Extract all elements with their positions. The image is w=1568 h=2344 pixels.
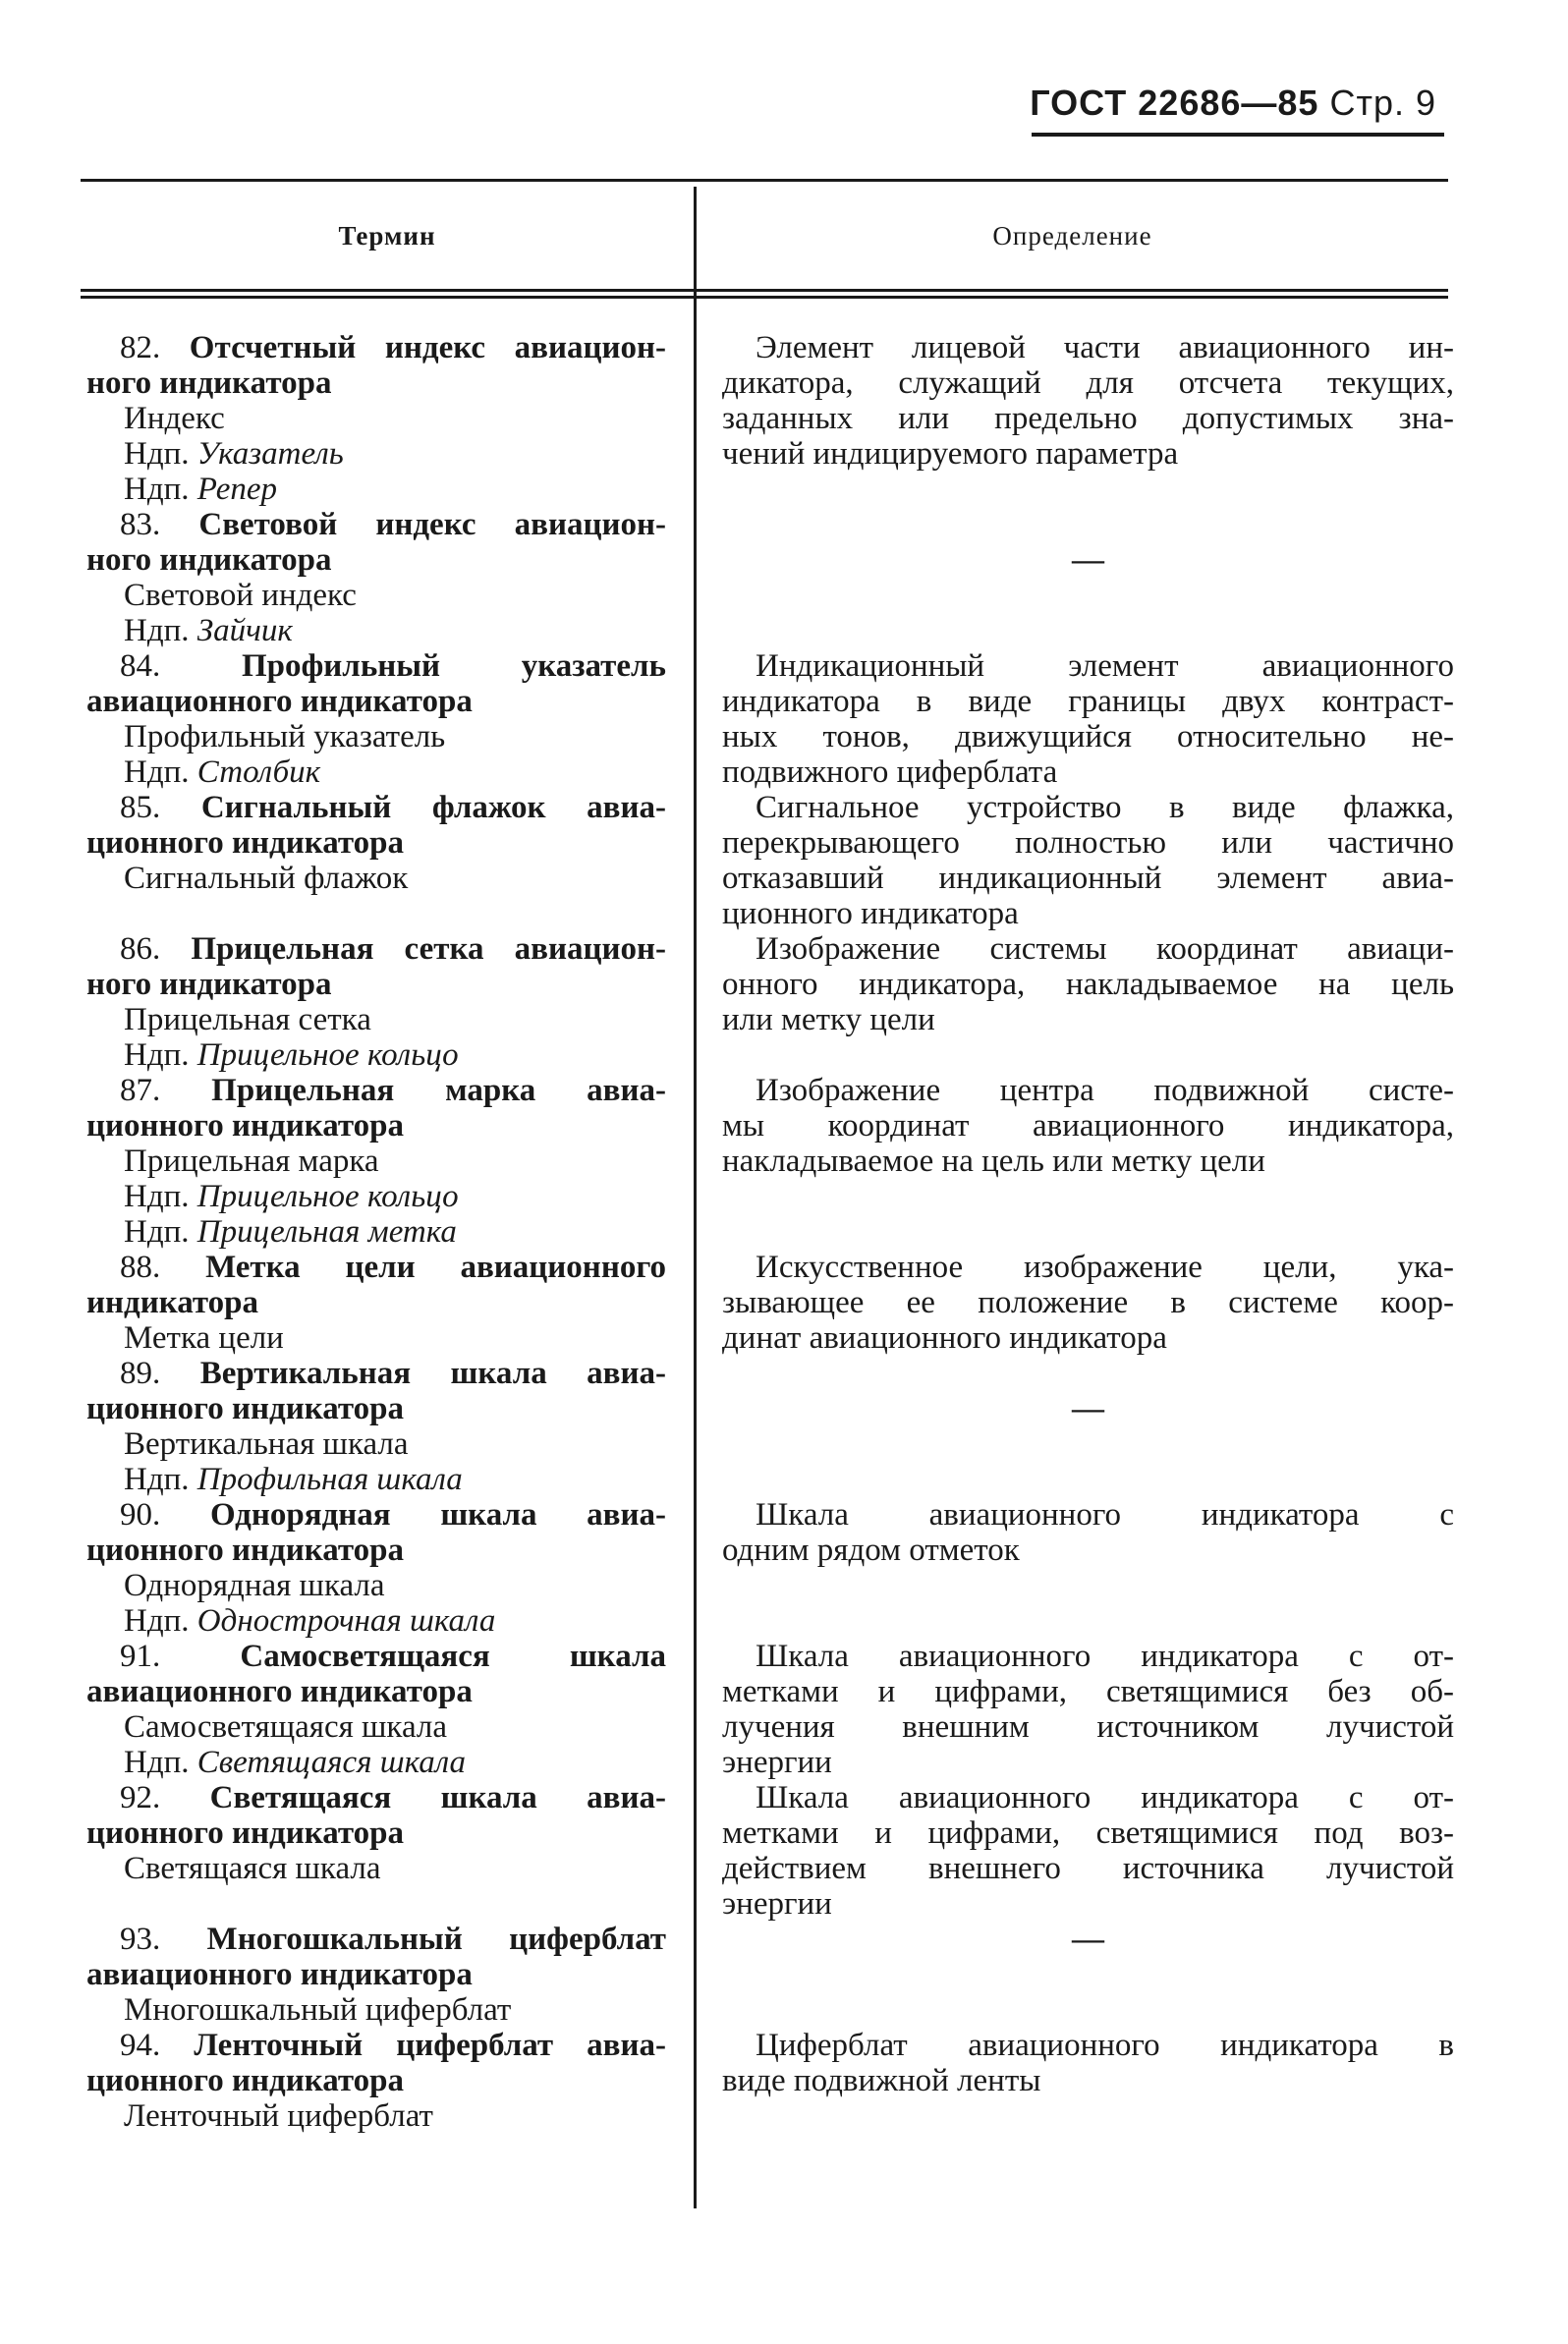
- blank-row: [722, 1037, 1454, 1073]
- term-title: Однорядная шкала авиа-: [209, 1497, 667, 1533]
- term-title: Прицельная марка авиа-: [211, 1073, 666, 1108]
- term-title-line: [86, 931, 666, 967]
- term-title-line: [86, 2028, 666, 2063]
- term-title-continued: авиационного индикатора: [86, 684, 473, 719]
- blank-row: [86, 896, 666, 931]
- definition-line: действием внешнего источника лучистой: [722, 1851, 1454, 1886]
- term-title-continued: ционного индикатора: [86, 1533, 404, 1568]
- term-entry: [86, 790, 666, 931]
- term-number: 86.: [120, 931, 161, 967]
- not-allowed-term: Прицельная метка: [196, 1214, 457, 1250]
- term-number: 94.: [120, 2028, 161, 2063]
- definition-line: Искусственное изображение цели, ука-: [756, 1250, 1454, 1285]
- term-short-form: Индекс: [124, 401, 225, 436]
- term-title: Прицельная сетка авиацион-: [191, 931, 666, 967]
- term-number: 92.: [120, 1780, 161, 1815]
- definition-entry: [722, 648, 1454, 790]
- not-allowed-prefix: Ндп.: [124, 1179, 190, 1214]
- not-allowed-prefix: Ндп.: [124, 613, 190, 648]
- definition-entry: [722, 1250, 1454, 1356]
- definition-entry: [722, 1922, 1454, 2028]
- term-short-form: Светящаяся шкала: [124, 1851, 381, 1886]
- term-title-continued: ного индикатора: [86, 967, 332, 1002]
- term-entry: [86, 1356, 666, 1497]
- definition-entry: [722, 790, 1454, 931]
- definition-line: дикатора, служащий для отсчета текущих,: [722, 365, 1454, 401]
- not-allowed-term: Репер: [196, 472, 278, 507]
- term-column-header: Термин: [338, 221, 436, 251]
- table-header-rule: [81, 289, 1448, 292]
- term-title-line: [86, 1073, 666, 1108]
- term-title-line: [86, 1780, 666, 1815]
- term-title-line: [86, 1356, 666, 1391]
- blank-row: [722, 1179, 1454, 1214]
- header-rule: [1032, 133, 1444, 137]
- term-not-allowed: [86, 1462, 666, 1497]
- term-entry: [86, 1639, 666, 1780]
- term-title-line: [86, 330, 666, 365]
- term-entry: [86, 1780, 666, 1922]
- definition-line: онного индикатора, накладываемое на цель: [722, 967, 1454, 1002]
- definition-line: Изображение системы координат авиаци-: [756, 931, 1454, 967]
- term-title: Самосветящаяся шкала: [240, 1639, 667, 1674]
- term-title: Отсчетный индекс авиацион-: [189, 330, 666, 365]
- not-allowed-prefix: Ндп.: [124, 1214, 190, 1250]
- term-number: 85.: [120, 790, 161, 825]
- definition-line: Сигнальное устройство в виде флажка,: [756, 790, 1454, 825]
- term-short-form: Прицельная марка: [124, 1144, 379, 1179]
- definition-line: метками и цифрами, светящимися под воз-: [722, 1815, 1454, 1851]
- not-allowed-term: Столбик: [196, 754, 321, 790]
- definition-entry: [722, 507, 1454, 648]
- blank-row: [722, 472, 1454, 507]
- blank-row: [722, 613, 1454, 648]
- term-entry: [86, 330, 666, 507]
- not-allowed-prefix: Ндп.: [124, 1603, 190, 1639]
- not-allowed-term: Профильная шкала: [196, 1462, 463, 1497]
- term-short-form: Самосветящаяся шкала: [124, 1709, 448, 1745]
- column-divider: [694, 187, 697, 2208]
- blank-row: [86, 1886, 666, 1922]
- definition-line: лучения внешним источником лучистой: [722, 1709, 1454, 1745]
- term-title-line: [86, 1639, 666, 1674]
- term-short-form: Ленточный циферблат: [124, 2098, 433, 2134]
- terms-column: [86, 330, 666, 2134]
- term-not-allowed: [86, 1745, 666, 1780]
- blank-row: [722, 1214, 1454, 1250]
- not-allowed-term: Светящаяся шкала: [196, 1745, 467, 1780]
- blank-row: [722, 507, 1454, 542]
- definition-line: динат авиационного индикатора: [722, 1320, 1167, 1356]
- term-short-form: Прицельная сетка: [124, 1002, 371, 1037]
- definition-entry: [722, 330, 1454, 507]
- term-title-continued: ного индикатора: [86, 365, 332, 401]
- term-title-line: [86, 507, 666, 542]
- term-not-allowed: [86, 613, 666, 648]
- term-short-form: Световой индекс: [124, 578, 357, 613]
- term-entry: [86, 1497, 666, 1639]
- definition-line: одним рядом отметок: [722, 1533, 1020, 1568]
- term-title-continued: ционного индикатора: [86, 825, 404, 861]
- not-allowed-term: Однострочная шкала: [196, 1603, 496, 1639]
- term-entry: [86, 1073, 666, 1250]
- term-title-line: [86, 648, 666, 684]
- definition-line: заданных или предельно допустимых зна-: [722, 401, 1454, 436]
- definition-line: метками и цифрами, светящимися без об-: [722, 1674, 1454, 1709]
- term-title-line: [86, 790, 666, 825]
- definition-line: ционного индикатора: [722, 896, 1019, 931]
- term-not-allowed: [86, 1214, 666, 1250]
- term-title-line: [86, 1250, 666, 1285]
- term-title-line: [86, 1497, 666, 1533]
- definition-entry: [722, 1356, 1454, 1497]
- definition-line: Циферблат авиационного индикатора в: [756, 2028, 1454, 2063]
- blank-row: [722, 578, 1454, 613]
- term-title-continued: авиационного индикатора: [86, 1957, 473, 1992]
- term-short-form: Однорядная шкала: [124, 1568, 385, 1603]
- page-header: [1030, 83, 1436, 124]
- not-allowed-prefix: Ндп.: [124, 436, 190, 472]
- term-short-form: Многошкальный циферблат: [124, 1992, 512, 2028]
- definition-dash: —: [1072, 1391, 1104, 1426]
- definition-line: или метку цели: [722, 1002, 935, 1037]
- not-allowed-term: Прицельное кольцо: [196, 1037, 459, 1073]
- blank-row: [722, 1992, 1454, 2028]
- not-allowed-term: Указатель: [196, 436, 344, 472]
- term-title-continued: авиационного индикатора: [86, 1674, 473, 1709]
- definition-line: Изображение центра подвижной систе-: [756, 1073, 1454, 1108]
- definition-line: энергии: [722, 1886, 832, 1922]
- standard-number: ГОСТ 22686—85: [1030, 83, 1319, 123]
- term-number: 88.: [120, 1250, 161, 1285]
- term-title: Профильный указатель: [241, 648, 666, 684]
- definition-line: Шкала авиационного индикатора с: [756, 1497, 1454, 1533]
- term-title-line: [86, 1922, 666, 1957]
- term-title: Световой индекс авиацион-: [198, 507, 667, 542]
- term-entry: [86, 1922, 666, 2028]
- term-title: Сигнальный флажок авиа-: [200, 790, 666, 825]
- blank-row: [722, 1356, 1454, 1391]
- term-entry: [86, 2028, 666, 2134]
- term-number: 89.: [120, 1356, 161, 1391]
- definition-line: Индикационный элемент авиационного: [756, 648, 1454, 684]
- definition-line: виде подвижной ленты: [722, 2063, 1041, 2098]
- blank-row: [722, 1957, 1454, 1992]
- blank-row: [722, 1603, 1454, 1639]
- term-title: Ленточный циферблат авиа-: [194, 2028, 666, 2063]
- definition-line: чений индицируемого параметра: [722, 436, 1179, 472]
- term-title: Метка цели авиационного: [205, 1250, 667, 1285]
- term-title: Многошкальный циферблат: [206, 1922, 666, 1957]
- definition-line: Шкала авиационного индикатора с от-: [756, 1780, 1454, 1815]
- definition-line: мы координат авиационного индикатора,: [722, 1108, 1454, 1144]
- term-title: Вертикальная шкала авиа-: [199, 1356, 666, 1391]
- definition-line: индикатора в виде границы двух контраст-: [722, 684, 1454, 719]
- term-not-allowed: [86, 1037, 666, 1073]
- definition-entry: [722, 1639, 1454, 1780]
- term-entry: [86, 1250, 666, 1356]
- definition-line: ных тонов, движущийся относительно не-: [722, 719, 1454, 754]
- term-title-continued: индикатора: [86, 1285, 259, 1320]
- term-number: 90.: [120, 1497, 161, 1533]
- term-title-continued: ционного индикатора: [86, 1108, 404, 1144]
- term-short-form: Метка цели: [124, 1320, 284, 1356]
- term-entry: [86, 931, 666, 1073]
- term-not-allowed: [86, 1179, 666, 1214]
- term-title-continued: ционного индикатора: [86, 1815, 404, 1851]
- definition-line: энергии: [722, 1745, 832, 1780]
- blank-row: [722, 1462, 1454, 1497]
- table-header-rule-double: [81, 296, 1448, 299]
- term-entry: [86, 648, 666, 790]
- definition-entry: [722, 931, 1454, 1073]
- term-short-form: Сигнальный флажок: [124, 861, 409, 896]
- term-not-allowed: [86, 472, 666, 507]
- definition-line: перекрывающего полностью или частично: [722, 825, 1454, 861]
- term-short-form: Вертикальная шкала: [124, 1426, 409, 1462]
- term-title-continued: ного индикатора: [86, 542, 332, 578]
- term-not-allowed: [86, 754, 666, 790]
- not-allowed-term: Прицельное кольцо: [196, 1179, 459, 1214]
- not-allowed-prefix: Ндп.: [124, 754, 190, 790]
- definition-entry: [722, 1073, 1454, 1250]
- definition-line: подвижного циферблата: [722, 754, 1058, 790]
- not-allowed-prefix: Ндп.: [124, 1462, 190, 1497]
- page-number: Стр. 9: [1329, 83, 1436, 123]
- term-not-allowed: [86, 1603, 666, 1639]
- term-title: Светящаяся шкала авиа-: [209, 1780, 666, 1815]
- term-number: 91.: [120, 1639, 161, 1674]
- term-number: 82.: [120, 330, 161, 365]
- not-allowed-prefix: Ндп.: [124, 472, 190, 507]
- term-short-form: Профильный указатель: [124, 719, 446, 754]
- blank-row: [722, 1426, 1454, 1462]
- blank-row: [722, 2098, 1454, 2134]
- term-number: 93.: [120, 1922, 161, 1957]
- definition-entry: [722, 2028, 1454, 2134]
- term-entry: [86, 507, 666, 648]
- definition-entry: [722, 1497, 1454, 1639]
- definitions-column: [722, 330, 1454, 2134]
- definition-line: зывающее ее положение в системе коор-: [722, 1285, 1454, 1320]
- definition-line: отказавший индикационный элемент авиа-: [722, 861, 1454, 896]
- not-allowed-prefix: Ндп.: [124, 1037, 190, 1073]
- definition-line: накладываемое на цель или метку цели: [722, 1144, 1265, 1179]
- definition-entry: [722, 1780, 1454, 1922]
- definition-dash: —: [1072, 1922, 1104, 1957]
- definition-column-header: Определение: [992, 221, 1152, 251]
- term-number: 84.: [120, 648, 161, 684]
- table-top-rule: [81, 179, 1448, 182]
- term-title-continued: ционного индикатора: [86, 2063, 404, 2098]
- term-not-allowed: [86, 436, 666, 472]
- term-number: 83.: [120, 507, 161, 542]
- not-allowed-prefix: Ндп.: [124, 1745, 190, 1780]
- definition-dash: —: [1072, 542, 1104, 578]
- definition-line: Элемент лицевой части авиационного ин-: [756, 330, 1454, 365]
- definition-line: Шкала авиационного индикатора с от-: [756, 1639, 1454, 1674]
- term-title-continued: ционного индикатора: [86, 1391, 404, 1426]
- not-allowed-term: Зайчик: [196, 613, 293, 648]
- blank-row: [722, 1568, 1454, 1603]
- term-number: 87.: [120, 1073, 161, 1108]
